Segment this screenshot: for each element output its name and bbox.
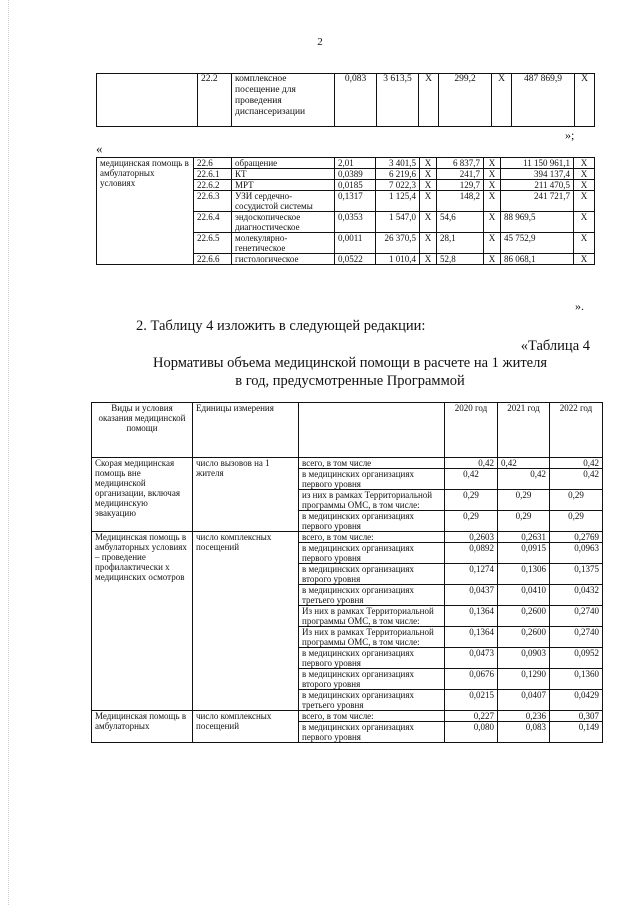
value-cell: 26 370,5 [376,233,420,254]
table-title-line-1: Нормативы объема медицинской помощи в расчете на 1 жителя [152,355,548,371]
table-title-line-2: в год, предусмотренные Программой [235,373,465,389]
x-cell: X [574,169,595,180]
detail-cell: в медицинских организациях третьего уровня [299,585,445,606]
value-2022: 0,29 [550,490,603,511]
value-2020: 0,29 [445,490,498,511]
x-cell: X [419,74,439,127]
value-2021: 0,42 [498,458,550,469]
table-label: «Таблица 4 [520,338,590,354]
kind-cell: Медицинская помощь в амбулаторных [92,711,193,743]
value-2021: 0,29 [498,490,550,511]
value-2022: 0,29 [550,511,603,532]
header-2022: 2022 год [550,403,603,458]
x-cell: X [574,158,595,169]
table-row [92,458,603,469]
value-cell: 0,0353 [335,212,376,233]
x-cell: X [484,233,501,254]
table-row [92,711,603,722]
table-fragment-1 [96,73,595,127]
name-cell: обращение [232,158,335,169]
table-fragment-2 [96,157,595,265]
detail-cell: Из них в рамках Территориальной программы ОМС, в том числе: [299,606,445,627]
x-cell: X [420,191,437,212]
value-cell: 11 150 961,1 [501,158,574,169]
x-cell: X [484,254,501,265]
value-2022: 0,42 [550,458,603,469]
value-2021: 0,236 [498,711,550,722]
value-cell: 6 219,6 [376,169,420,180]
detail-cell: в медицинских организациях второго уровня [299,669,445,690]
value-2020: 0,1274 [445,564,498,585]
detail-cell: Из них в рамках Территориальной программы ОМС, в том числе: [299,627,445,648]
value-2022: 0,2769 [550,532,603,543]
table-row [97,74,595,127]
value-2022: 0,0429 [550,690,603,711]
table-header-row [92,403,603,458]
value-cell: 0,0389 [335,169,376,180]
quote-open-2: « [96,141,103,156]
code-cell: 22.6.2 [194,180,232,191]
value-cell: 88 969,5 [501,212,574,233]
value-2020: 0,0473 [445,648,498,669]
value-cell: 299,2 [439,74,492,127]
header-unit: Единицы измерения [193,403,299,458]
x-cell: X [420,233,437,254]
x-cell: X [574,212,595,233]
value-cell: 148,2 [437,191,484,212]
table-4 [91,402,603,743]
x-cell: X [420,212,437,233]
name-cell: молекулярно-генетическое [232,233,335,254]
header-kind: Виды и условия оказания медицинской помощи [92,403,193,458]
value-2020: 0,0676 [445,669,498,690]
value-cell: 52,8 [437,254,484,265]
value-cell: 3 401,5 [376,158,420,169]
value-cell: 6 837,7 [437,158,484,169]
value-cell: 45 752,9 [501,233,574,254]
code-cell: 22.6.1 [194,169,232,180]
instruction-text: 2. Таблицу 4 изложить в следующей редакции: [136,318,426,334]
value-2021: 0,1290 [498,669,550,690]
value-2020: 0,42 [445,458,498,469]
name-cell: гистологическое [232,254,335,265]
value-cell: 211 470,5 [501,180,574,191]
scan-edge-line [8,0,10,905]
x-cell: X [574,233,595,254]
value-cell: 487 869,9 [512,74,575,127]
value-2021: 0,0407 [498,690,550,711]
kind-cell: Скорая медицинская помощь вне медицинской организации, включая медицинскую эвакуацию [92,458,193,532]
x-cell: X [574,180,595,191]
empty-cell [97,74,198,127]
x-cell: X [574,191,595,212]
detail-cell: в медицинских организациях второго уровня [299,564,445,585]
value-2020: 0,080 [445,722,498,743]
detail-cell: в медицинских организациях первого уровня [299,469,445,490]
detail-cell: в медицинских организациях первого уровня [299,648,445,669]
value-2022: 0,1360 [550,669,603,690]
name-cell: КТ [232,169,335,180]
x-cell: X [420,254,437,265]
header-2020: 2020 год [445,403,498,458]
code-cell: 22.6.6 [194,254,232,265]
value-2021: 0,083 [498,722,550,743]
value-cell: 0,083 [335,74,377,127]
value-2021: 0,2631 [498,532,550,543]
value-2020: 0,1364 [445,627,498,648]
value-cell: 54,6 [437,212,484,233]
detail-cell: в медицинских организациях первого уровня [299,511,445,532]
name-cell: УЗИ сердечно-сосудистой системы [232,191,335,212]
value-cell: 86 068,1 [501,254,574,265]
value-2021: 0,2600 [498,627,550,648]
code-cell: 22.6.5 [194,233,232,254]
value-cell: 394 137,4 [501,169,574,180]
value-2021: 0,29 [498,511,550,532]
code-cell: 22.2 [198,74,232,127]
value-2020: 0,227 [445,711,498,722]
table-row [92,532,603,543]
name-cell: комплексное посещение для проведения диспансеризации [232,74,335,127]
value-2020: 0,0437 [445,585,498,606]
unit-cell: число вызовов на 1 жителя [193,458,299,532]
quote-close-2: ». [575,299,584,313]
value-cell: 0,0185 [335,180,376,191]
value-2022: 0,2740 [550,627,603,648]
value-2021: 0,0903 [498,648,550,669]
x-cell: X [575,74,595,127]
x-cell: X [484,212,501,233]
value-2022: 0,0952 [550,648,603,669]
detail-cell: в медицинских организациях первого уровня [299,722,445,743]
value-2021: 0,2600 [498,606,550,627]
x-cell: X [492,74,512,127]
value-2022: 0,307 [550,711,603,722]
header-2021: 2021 год [498,403,550,458]
x-cell: X [420,169,437,180]
value-cell: 28,1 [437,233,484,254]
table-row [97,158,595,169]
value-2022: 0,149 [550,722,603,743]
kind-cell: Медицинская помощь в амбулаторных условиях – проведение профилактически х медицинских осмотров [92,532,193,711]
value-cell: 2,01 [335,158,376,169]
detail-cell: всего, в том числе: [299,711,445,722]
value-2021: 0,1306 [498,564,550,585]
detail-cell: в медицинских организациях третьего уровня [299,690,445,711]
value-cell: 241 721,7 [501,191,574,212]
x-cell: X [420,158,437,169]
code-cell: 22.6.3 [194,191,232,212]
x-cell: X [420,180,437,191]
value-2020: 0,1364 [445,606,498,627]
value-2020: 0,2603 [445,532,498,543]
value-2021: 0,42 [498,469,550,490]
value-2022: 0,0432 [550,585,603,606]
value-2022: 0,0963 [550,543,603,564]
header-detail [299,403,445,458]
code-cell: 22.6 [194,158,232,169]
unit-cell: число комплексных посещений [193,532,299,711]
value-cell: 0,0011 [335,233,376,254]
unit-cell: число комплексных посещений [193,711,299,743]
x-cell: X [484,158,501,169]
x-cell: X [484,180,501,191]
value-cell: 0,1317 [335,191,376,212]
value-2022: 0,42 [550,469,603,490]
value-2022: 0,1375 [550,564,603,585]
x-cell: X [484,191,501,212]
x-cell: X [574,254,595,265]
detail-cell: всего, в том числе [299,458,445,469]
detail-cell: всего, в том числе: [299,532,445,543]
value-2020: 0,29 [445,511,498,532]
condition-cell: медицинская помощь в амбулаторных условиях [97,158,194,265]
code-cell: 22.6.4 [194,212,232,233]
value-2021: 0,0915 [498,543,550,564]
value-2020: 0,0892 [445,543,498,564]
value-cell: 1 125,4 [376,191,420,212]
value-cell: 1 010,4 [376,254,420,265]
value-cell: 1 547,0 [376,212,420,233]
detail-cell: в медицинских организациях первого уровня [299,543,445,564]
value-cell: 7 022,3 [376,180,420,191]
detail-cell: из них в рамках Территориальной программы ОМС, в том числе: [299,490,445,511]
value-cell: 241,7 [437,169,484,180]
value-cell: 3 613,5 [377,74,419,127]
value-cell: 0,0522 [335,254,376,265]
value-2021: 0,0410 [498,585,550,606]
value-2022: 0,2740 [550,606,603,627]
name-cell: МРТ [232,180,335,191]
table-title [0,354,640,390]
name-cell: эндоскопическое диагностическое [232,212,335,233]
x-cell: X [484,169,501,180]
page-number: 2 [317,36,323,48]
value-cell: 129,7 [437,180,484,191]
quote-close-1: »; [565,128,575,142]
value-2020: 0,42 [445,469,498,490]
value-2020: 0,0215 [445,690,498,711]
